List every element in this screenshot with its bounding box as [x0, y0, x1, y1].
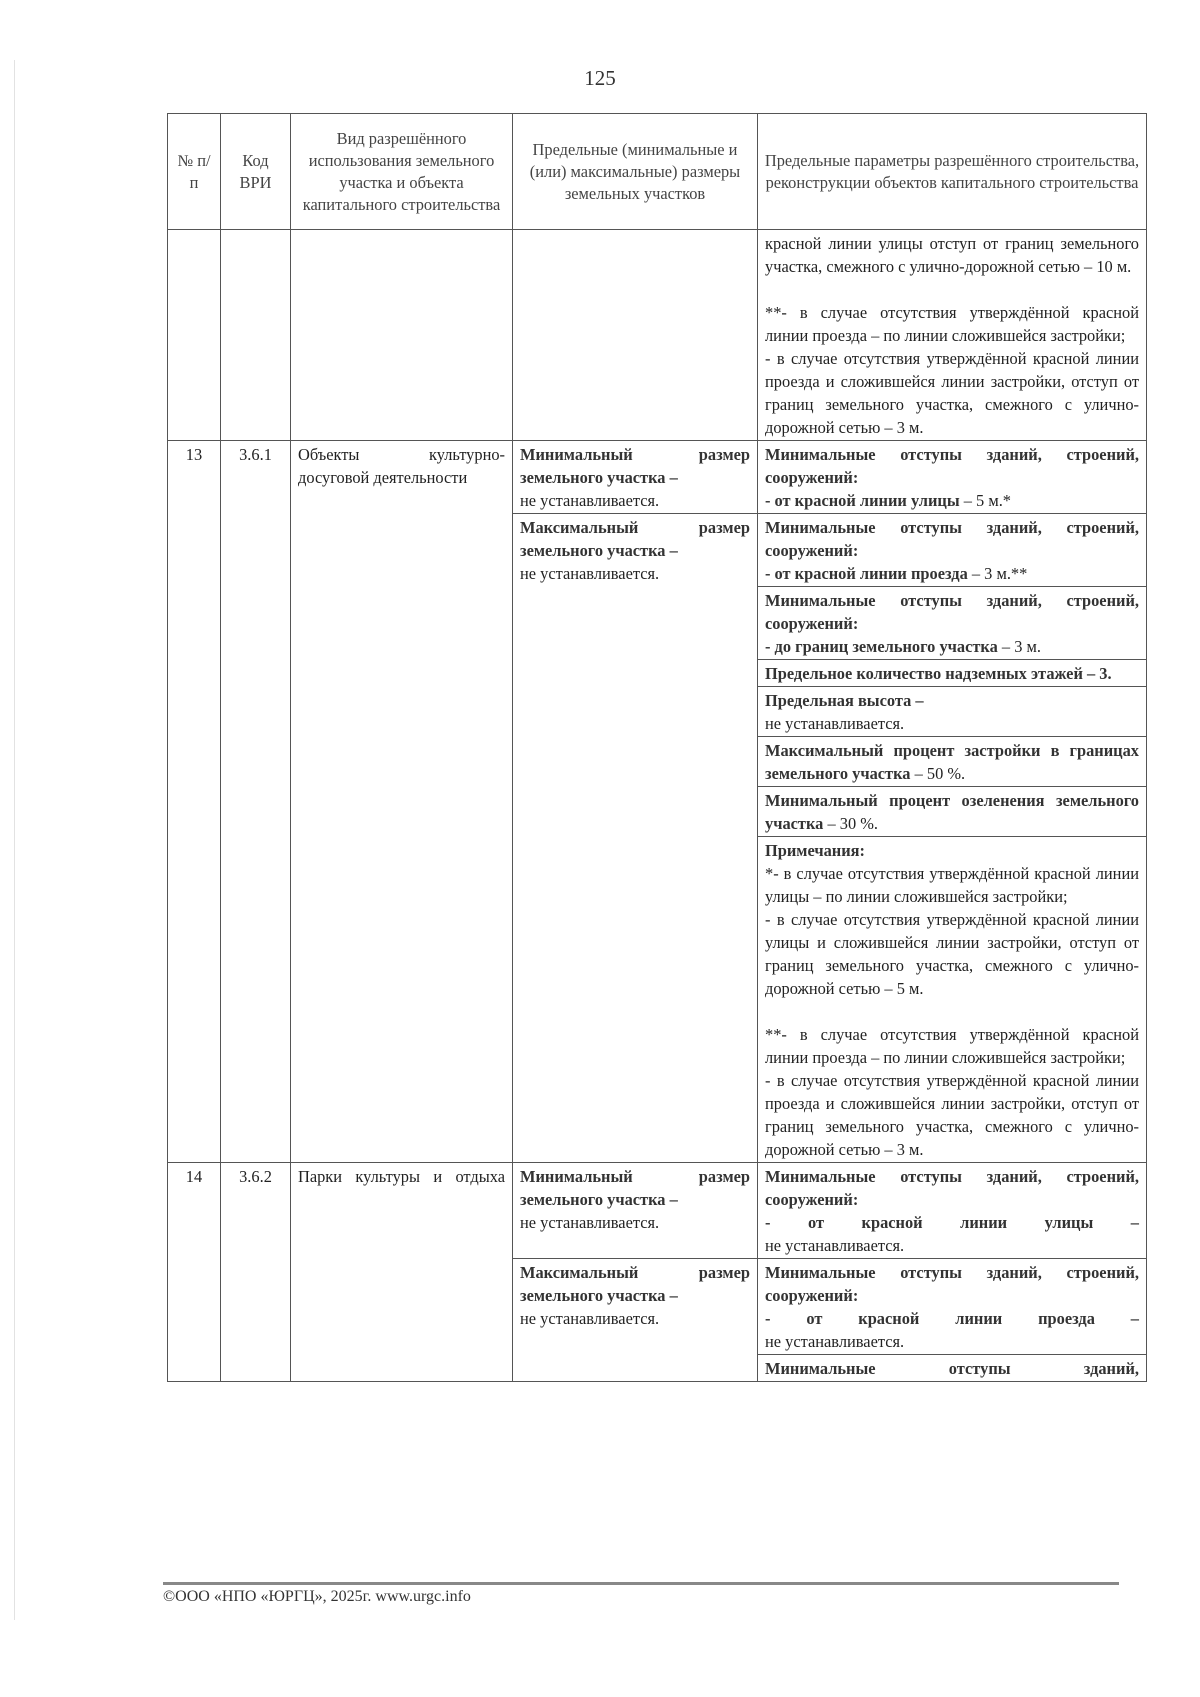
- row13-num: 13: [168, 441, 221, 1163]
- continuation-p2: **- в случае отсутствия утверждённой красной линии проезда – по линии сложившейся застройки;: [765, 303, 1139, 345]
- regulations-table: [167, 113, 1147, 1382]
- row13-param-height: Предельная высота – не устанавливается.: [758, 687, 1147, 737]
- row13-param-street-setback: Минимальные отступы зданий, строений, сооружений: - от красной линии улицы – 5 м.*: [758, 441, 1147, 514]
- page-number: 125: [584, 66, 616, 90]
- header-code: Код ВРИ: [221, 114, 291, 230]
- table-row-14: [168, 1163, 1147, 1259]
- row13-code: 3.6.1: [221, 441, 291, 1163]
- scan-edge-line: [14, 60, 15, 1620]
- header-sizes: Предельные (минимальные и (или) максимальные) размеры земельных участков: [513, 114, 758, 230]
- row13-param-boundary-setback: Минимальные отступы зданий, строений, сооружений: - до границ земельного участка – 3 м.: [758, 587, 1147, 660]
- footer-divider: [163, 1582, 1119, 1585]
- row14-max-size: Максимальный размер земельного участка – не устанавливается.: [513, 1259, 758, 1382]
- row14-type: Парки культуры и отдыха: [291, 1163, 513, 1382]
- row14-param-street-setback: Минимальные отступы зданий, строений, сооружений: - от красной линии улицы – не устанавливается.: [758, 1163, 1147, 1259]
- continuation-p1: красной линии улицы отступ от границ земельного участка, смежного с улично-дорожной сетью – 10 м.: [765, 234, 1139, 276]
- table-row-13: [168, 441, 1147, 514]
- row14-param-boundary-setback: Минимальные отступы зданий,: [758, 1355, 1147, 1382]
- table-row-continuation: [168, 230, 1147, 441]
- table-header-row: [168, 114, 1147, 230]
- row14-num: 14: [168, 1163, 221, 1382]
- continuation-cell: [758, 230, 1147, 441]
- footer-copyright: ©ООО «НПО «ЮРГЦ», 2025г. www.urgc.info: [163, 1588, 471, 1605]
- row13-param-coverage: Максимальный процент застройки в границах земельного участка – 50 %.: [758, 737, 1147, 787]
- header-type: Вид разрешённого использования земельного участка и объекта капитального строительства: [291, 114, 513, 230]
- row13-param-floors: Предельное количество надземных этажей – 3.: [758, 660, 1147, 687]
- row13-type: Объекты культурно-досуговой деятельности: [291, 441, 513, 1163]
- row13-param-greenery: Минимальный процент озеленения земельного участка – 30 %.: [758, 787, 1147, 837]
- row13-notes: Примечания: *- в случае отсутствия утверждённой красной линии улицы – по линии сложившейся застройки; - в случае отсутствия утверждённой красной линии улицы и сложившейся линии застройки, отступ от границ земельного участка, смежного с улично-дорожной сетью – 5 м. **- в случае отсутствия утверждённой красной линии проезда – по линии сложившейся застройки; - в случае отсутствия утверждённой красной линии проезда и сложившейся линии застройки, отступ от границ земельного участка, смежного с улично-дорожной сетью – 3 м.: [758, 837, 1147, 1163]
- header-num: № п/п: [168, 114, 221, 230]
- row14-code: 3.6.2: [221, 1163, 291, 1382]
- row13-param-drive-setback: Минимальные отступы зданий, строений, сооружений: - от красной линии проезда – 3 м.**: [758, 514, 1147, 587]
- continuation-p3: - в случае отсутствия утверждённой красной линии проезда и сложившейся линии застройки, отступ от границ земельного участка, смежного с улично-дорожной сетью – 3 м.: [765, 349, 1139, 437]
- row14-min-size: Минимальный размер земельного участка – не устанавливается.: [513, 1163, 758, 1259]
- row13-max-size: Максимальный размер земельного участка – не устанавливается.: [513, 514, 758, 1163]
- row13-min-size: Минимальный размер земельного участка – не устанавливается.: [513, 441, 758, 514]
- header-params: Предельные параметры разрешённого строительства, реконструкции объектов капитального строительства: [758, 114, 1147, 230]
- row14-param-drive-setback: Минимальные отступы зданий, строений, сооружений: - от красной линии проезда – не устанавливается.: [758, 1259, 1147, 1355]
